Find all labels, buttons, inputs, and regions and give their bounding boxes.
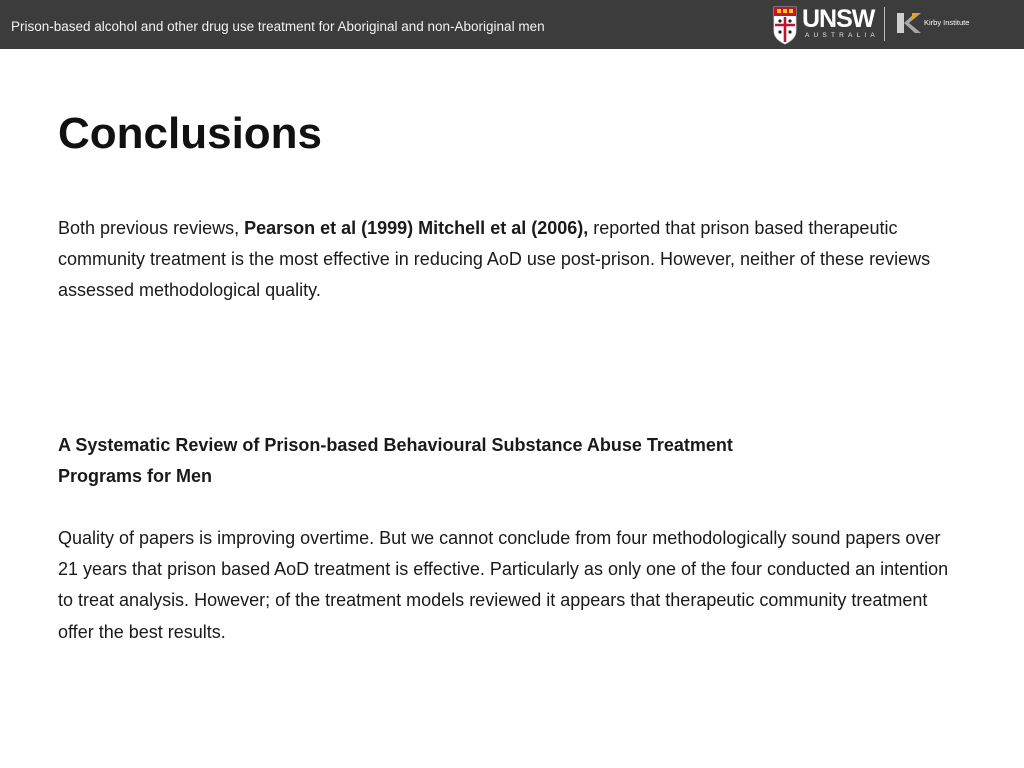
unsw-crest-icon [772,5,798,45]
unsw-logo-text: UNSW [802,5,875,33]
paragraph-1-citations: Pearson et al (1999) Mitchell et al (2006), [244,218,589,238]
logo-divider [884,7,885,41]
review-subtitle-line-1: A Systematic Review of Prison-based Behavioural Substance Abuse Treatment [58,435,733,455]
presentation-title: Prison-based alcohol and other drug use treatment for Aboriginal and non-Aboriginal men [11,19,545,34]
paragraph-1-rest: reported that prison based therapeutic community treatment is the most effective in reducing AoD use post-prison. However, neither of these reviews assessed methodological quality. [58,218,931,301]
header-bar [0,0,1024,49]
review-subtitle [58,430,958,492]
slide-title: Conclusions [58,109,323,158]
logo-group [772,5,972,45]
unsw-logo-subtext: AUSTRALIA [805,32,879,39]
conclusion-paragraph-1 [58,213,958,307]
paragraph-1-lead: Both previous reviews, [58,218,245,238]
kirby-institute-logo-text: Kirby Institute [924,18,970,27]
review-subtitle-line-2: Programs for Men [58,466,213,487]
conclusion-paragraph-2: Quality of papers is improving overtime. But we cannot conclude from four methodologically sound papers over 21 years that prison based AoD treatment is effective. Particularly as only one of the four conducted an intention to treat analysis. However; of the treatment models reviewed it appears that therapeutic community treatment offer the best results. [58,528,949,642]
